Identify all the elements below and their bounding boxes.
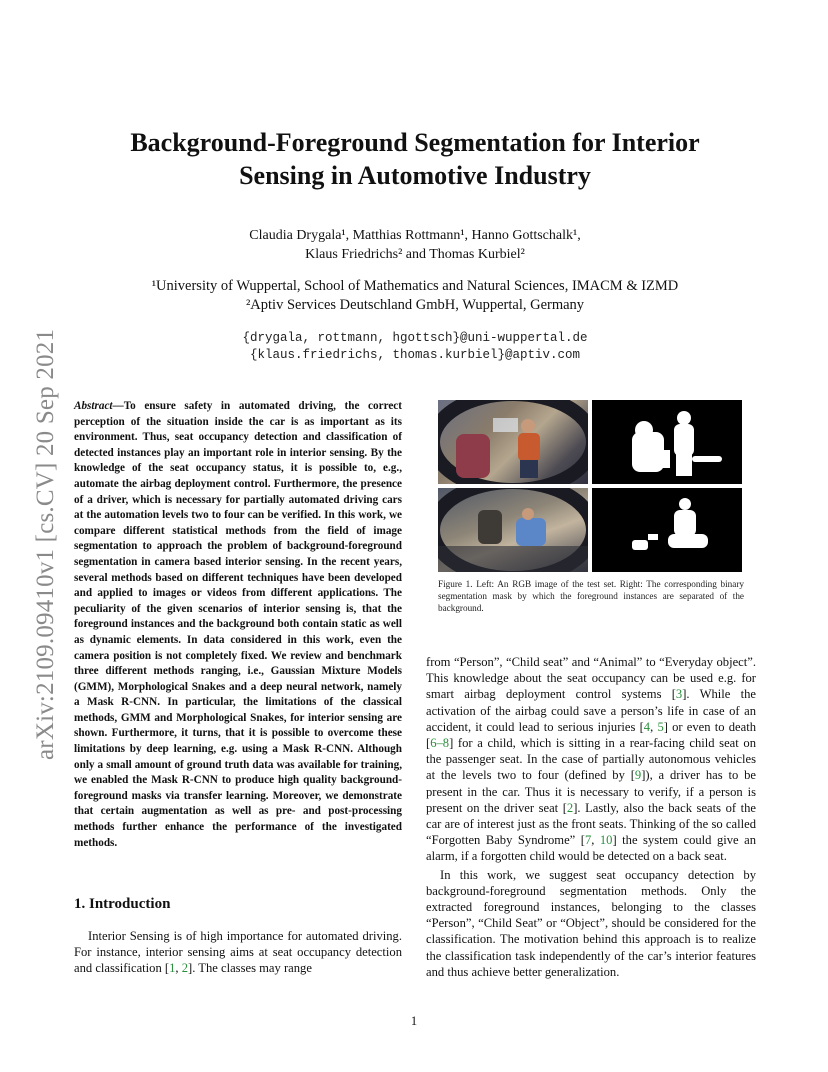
figure-1	[438, 400, 744, 614]
paragraph: from “Person”, “Child seat” and “Animal” to “Everyday object”. This knowledge about the seat occupancy can be used e.g. for smart airbag deployment control systems [3]. While the activation of the airbag could save a person’s life in case of an accident, it could lead to serious injuries [4, 5] or even to death [6–8] for a child, which is sitting in a rear-facing child seat on the passenger seat. In the case of partially autonomous vehicles at the levels two to four (defined by [9]), a driver has to be present in the car. Thus it is necessary to verify, if a person is present on the driver seat [2]. Lastly, also the back seats of the car are of interest just as the front seats. Thinking of the so called “Forgotten Baby Syndrome” [7, 10] the system could give an alarm, if a forgotten child would be detected on a back seat.	[426, 655, 757, 864]
arxiv-identifier: arXiv:2109.09410v1 [cs.CV] 20 Sep 2021	[32, 328, 59, 760]
email-line: {drygala, rottmann, hgottsch}@uni-wuppertal.de	[242, 331, 588, 345]
rgb-image-top	[438, 400, 588, 484]
abstract-text: —To ensure safety in automated driving, the correct perception of the situation inside the car is as important as its environment. Thus, seat occupancy detection and classification of detected instances play an important role in interior sensing. By the knowledge of the seat occupancy status, it is possible to, e.g., automate the airbag deployment control. Furthermore, the presence of a driver, which is necessary for partially automated driving cars at the automation levels two to four can be verified. In this work, we compare different statistical methods from the field of image segmentation to approach the problem of background-foreground segmentation in camera based interior sensing. In the recent years, several methods based on different techniques have been developed and applied to images or videos from different applications. The peculiarity of the given scenarios of interior sensing is, that the foreground instances and the background both contain static as well as dynamic elements. In data considered in this work, even the camera position is not completely fixed. We review and benchmark three different methods ranging, i.e., Gaussian Mixture Models (GMM), Morphological Snakes and a deep neural network, namely a Mask R-CNN. In particular, the limitations of the classical methods, GMM and Morphological Snakes, for interior sensing are shown. Furthermore, it turns, that it is possible to overcome these limitations by deep learning, e.g. using a Mask R-CNN. Although only a small amount of ground truth data was available for training, we enabled the Mask R-CNN to produce high quality background-foreground masks via transfer learning. Moreover, we demonstrate that certain augmentation as well as pre- and post-processing methods further enhance the performance of the investigated methods.	[74, 400, 402, 849]
affiliation-line: ¹University of Wuppertal, School of Mathematics and Natural Sciences, IMACM & IZMD	[151, 278, 679, 294]
section-heading: 1. Introduction	[74, 896, 171, 912]
paragraph: In this work, we suggest seat occupancy detection by background-foreground segmentation methods. Only the extracted foreground instances, belonging to the classes “Person”, “Child Seat” or “Object”, should be considered for the classification. The motivation behind this approach is to realize the classification task independently of the car’s interior features and thus achieve better generalization.	[426, 867, 756, 979]
figure-caption: Figure 1. Left: An RGB image of the test set. Right: The corresponding binary segmentation mask by which the foreground instances are separated of the background.	[438, 579, 744, 613]
citation-link[interactable]: 4	[643, 719, 651, 734]
citation-link[interactable]: 5	[657, 719, 664, 734]
citation-link[interactable]: 7	[584, 833, 592, 848]
figure-image-grid	[438, 400, 744, 572]
citation-link[interactable]: 10	[599, 833, 613, 848]
paper-title: Background-Foreground Segmentation for Interior Sensing in Automotive Industry	[130, 128, 700, 190]
author-line: Claudia Drygala¹, Matthias Rottmann¹, Hanno Gottschalk¹,	[249, 228, 581, 243]
author-line: Klaus Friedrichs² and Thomas Kurbiel²	[305, 247, 525, 262]
email-line: {klaus.friedrichs, thomas.kurbiel}@aptiv.com	[249, 348, 581, 362]
intro-paragraph: Interior Sensing is of high importance for automated driving. For instance, interior sensing aims at seat occupancy detection and classification [1, 2]. The classes may range	[74, 929, 402, 976]
citation-link[interactable]: 1	[169, 961, 176, 976]
citation-link[interactable]: 2	[566, 800, 574, 815]
citation-link[interactable]: 3	[675, 687, 683, 702]
right-column-text	[426, 654, 756, 980]
abstract	[74, 399, 402, 851]
citation-link[interactable]: 9	[634, 768, 642, 783]
author-list	[120, 226, 710, 264]
mask-image-bottom	[592, 488, 742, 572]
citation-link[interactable]: 2	[181, 961, 189, 976]
affiliations	[90, 277, 740, 315]
author-emails	[120, 330, 710, 364]
affiliation-line: ²Aptiv Services Deutschland GmbH, Wuppertal, Germany	[245, 297, 585, 313]
citation-link[interactable]: 6–8	[430, 736, 450, 751]
abstract-label: Abstract	[74, 400, 113, 412]
mask-image-top	[592, 400, 742, 484]
page-number: 1	[410, 1014, 418, 1028]
rgb-image-bottom	[438, 488, 588, 572]
